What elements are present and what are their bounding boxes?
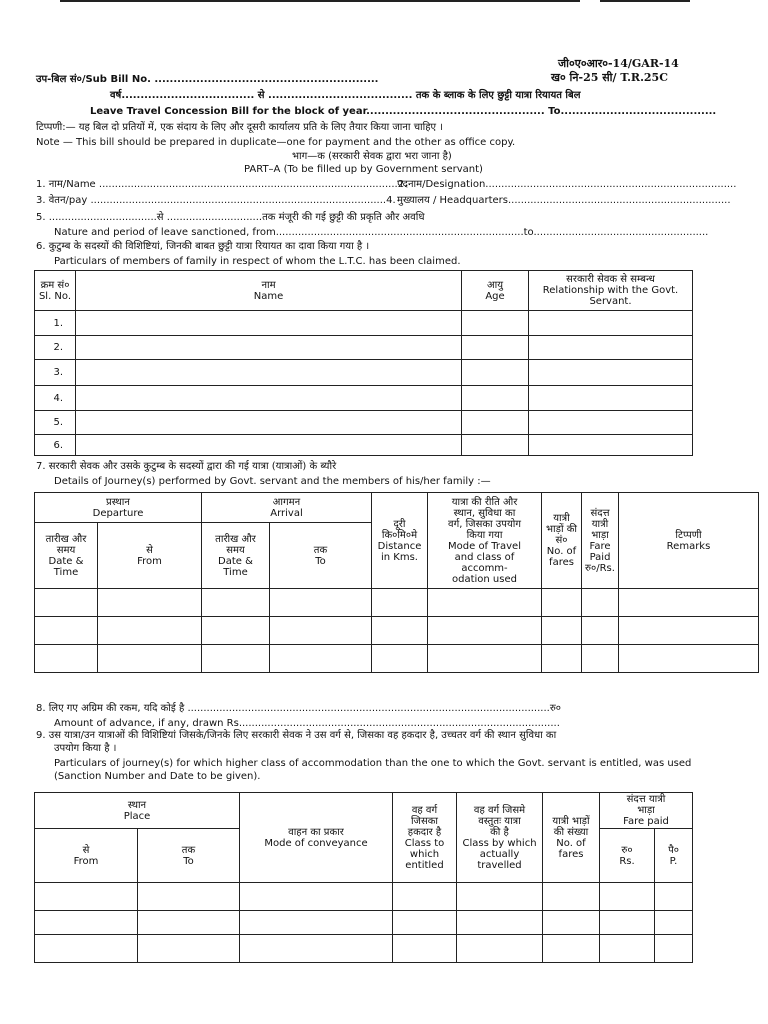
col-age: आयु Age <box>462 271 529 311</box>
table-cell[interactable] <box>240 883 393 911</box>
section9-english: Particulars of journey(s) for which higher class of accommodation than the one to which the Govt. servant is entitled, was used <box>54 758 692 769</box>
top-rule <box>600 0 690 2</box>
section6-english: Particulars of members of family in respect of whom the L.T.C. has been claimed. <box>54 256 461 267</box>
field-leave-hindi: 5. ..................................से ..............................तक मंजूरी की गई छुट्टी की प्रकृति और अवधि <box>36 212 425 223</box>
table-cell[interactable] <box>543 911 600 935</box>
relationship-input[interactable] <box>529 435 693 456</box>
table-cell[interactable] <box>582 645 619 673</box>
name-input[interactable] <box>76 360 462 386</box>
col-arrival-to: तक To <box>270 523 372 589</box>
table-cell[interactable] <box>138 935 240 963</box>
section9-english-cont: (Sanction Number and Date to be given). <box>54 771 261 782</box>
relationship-input[interactable] <box>529 411 693 435</box>
table-cell[interactable] <box>655 911 693 935</box>
col-fare-paid: संदत्त यात्री भाड़ा Fare paid <box>600 793 693 829</box>
field-headquarters: मुख्यालय / Headquarters...................................................................... <box>397 195 731 206</box>
table-cell[interactable] <box>240 935 393 963</box>
table-cell[interactable] <box>35 617 98 645</box>
col-rupees: रु० Rs. <box>600 829 655 883</box>
table-cell[interactable] <box>202 617 270 645</box>
table-cell[interactable] <box>270 645 372 673</box>
col-name: नाम Name <box>76 271 462 311</box>
table-cell[interactable] <box>138 911 240 935</box>
table-cell[interactable] <box>543 935 600 963</box>
family-members-table <box>34 270 693 456</box>
journey-details-table <box>34 492 759 673</box>
section9-hindi: 9. उस यात्रा/उन यात्राओं की विशिष्टियां जिसके/जिनके लिए सरकारी सेवक ने उस वर्ग से, जिसका वह हकदार है, उच्चतर वर्ग की स्थान सुविधा का <box>36 730 557 741</box>
relationship-input[interactable] <box>529 360 693 386</box>
col-remarks: टिप्पणी Remarks <box>619 493 759 589</box>
col-conveyance: वाहन का प्रकार Mode of conveyance <box>240 793 393 883</box>
table-cell[interactable] <box>202 589 270 617</box>
table-cell[interactable] <box>98 645 202 673</box>
table-cell[interactable] <box>619 645 759 673</box>
section9-hindi-cont: उपयोग किया है । <box>54 743 117 754</box>
table-cell[interactable] <box>270 617 372 645</box>
year-line-hindi: वर्ष................................... से ...................................... तक के ब्लाक के लिए छुट्टी यात्रा रियायत बिल <box>110 90 581 101</box>
relationship-input[interactable] <box>529 386 693 411</box>
field-pay: 3. वेतन/pay .............................................................................................4. <box>36 195 396 206</box>
table-cell[interactable] <box>655 935 693 963</box>
col-relationship: सरकारी सेवक से सम्बन्ध Relationship with the Govt. Servant. <box>529 271 693 311</box>
top-rule <box>60 0 580 2</box>
name-input[interactable] <box>76 435 462 456</box>
name-input[interactable] <box>76 311 462 336</box>
col-no-of-fares: यात्री भाड़ों की संख्या No. of fares <box>543 793 600 883</box>
table-cell[interactable] <box>98 617 202 645</box>
table-cell[interactable] <box>428 589 542 617</box>
col-sl: क्रम सं० Sl. No. <box>35 271 76 311</box>
section7-english: Details of Journey(s) performed by Govt. servant and the members of his/her family :— <box>54 476 491 487</box>
table-row: 4. <box>35 386 76 411</box>
age-input[interactable] <box>462 386 529 411</box>
table-cell[interactable] <box>240 911 393 935</box>
col-class-travelled: वह वर्ग जिसमे वस्तुतः यात्रा की है Class by which actually travelled <box>457 793 543 883</box>
table-row: 2. <box>35 336 76 360</box>
name-input[interactable] <box>76 411 462 435</box>
table-cell[interactable] <box>98 589 202 617</box>
table-cell[interactable] <box>393 883 457 911</box>
table-row: 1. <box>35 311 76 336</box>
table-cell[interactable] <box>457 935 543 963</box>
col-departure: प्रस्थान Departure <box>35 493 202 523</box>
table-cell[interactable] <box>428 617 542 645</box>
table-cell[interactable] <box>202 645 270 673</box>
table-cell[interactable] <box>35 911 138 935</box>
table-cell[interactable] <box>619 617 759 645</box>
col-fare-paid: संदत्त यात्री भाड़ा Fare Paid रु०/Rs. <box>582 493 619 589</box>
field-leave-english: Nature and period of leave sanctioned, from..............................................................................to....................................................... <box>54 227 709 238</box>
table-cell[interactable] <box>35 935 138 963</box>
col-arrival: आगमन Arrival <box>202 493 372 523</box>
relationship-input[interactable] <box>529 336 693 360</box>
section7-hindi: 7. सरकारी सेवक और उसके कुटुम्ब के सदस्यों द्वारा की गई यात्रा (यात्राओं) के ब्यौरे <box>36 461 337 472</box>
table-row: 5. <box>35 411 76 435</box>
col-distance: दूरी कि०मि०मे Distance in Kms. <box>372 493 428 589</box>
table-cell[interactable] <box>582 589 619 617</box>
table-row: 6. <box>35 435 76 456</box>
col-arrival-date: तारीख और समय Date & Time <box>202 523 270 589</box>
note-hindi: टिप्पणी:— यह बिल दो प्रतियों में, एक संदाय के लिए और दूसरी कार्यालय प्रति के लिए तैयार किया जाना चाहिए । <box>36 122 444 133</box>
sub-bill-no: उप-बिल सं०/Sub Bill No. ........................................................... <box>36 74 379 85</box>
col-class-entitled: वह वर्ग जिसका हकदार है Class to which entitled <box>393 793 457 883</box>
table-cell[interactable] <box>372 589 428 617</box>
age-input[interactable] <box>462 411 529 435</box>
age-input[interactable] <box>462 360 529 386</box>
section6-hindi: 6. कुटुम्ब के सदस्यों की विशिष्टियां, जिनकी बाबत छुट्टी यात्रा रियायत का दावा किया गया है । <box>36 241 370 252</box>
col-place-to: तक To <box>138 829 240 883</box>
table-cell[interactable] <box>35 883 138 911</box>
note-english: Note — This bill should be prepared in duplicate—one for payment and the other as office copy. <box>36 137 516 148</box>
col-mode-of-travel: यात्रा की रीति और स्थान, सुविधा का वर्ग, जिसका उपयोग किया गया Mode of Travel and class of accomm- odation used <box>428 493 542 589</box>
relationship-input[interactable] <box>529 311 693 336</box>
section8-hindi: 8. लिए गए अग्रिम की रकम, यदि कोई है ..................................................................................................................रु० <box>36 703 562 714</box>
table-cell[interactable] <box>457 911 543 935</box>
table-cell[interactable] <box>655 883 693 911</box>
part-a-english: PART–A (To be filled up by Government servant) <box>244 164 483 175</box>
part-a-hindi: भाग—क (सरकारी सेवक द्वारा भरा जाना है) <box>292 151 452 162</box>
col-departure-from: से From <box>98 523 202 589</box>
col-paise: पै० P. <box>655 829 693 883</box>
table-cell[interactable] <box>372 617 428 645</box>
table-row: 3. <box>35 360 76 386</box>
table-cell[interactable] <box>457 883 543 911</box>
age-input[interactable] <box>462 336 529 360</box>
col-place-from: से From <box>35 829 138 883</box>
bill-title: Leave Travel Concession Bill for the block of year............................................... To......................................... <box>90 106 717 117</box>
section8-english: Amount of advance, if any, drawn Rs..................................................................................................... <box>54 718 560 729</box>
age-input[interactable] <box>462 311 529 336</box>
table-cell[interactable] <box>542 645 582 673</box>
table-cell[interactable] <box>393 911 457 935</box>
age-input[interactable] <box>462 435 529 456</box>
table-cell[interactable] <box>270 589 372 617</box>
table-cell[interactable] <box>600 883 655 911</box>
form-code: जी०ए०आर०-14/GAR-14 <box>558 57 679 70</box>
field-designation: पदनाम/Designation............................................................................... <box>397 179 737 190</box>
table-cell[interactable] <box>619 589 759 617</box>
higher-class-journey-table <box>34 792 693 963</box>
col-place: स्थान Place <box>35 793 240 829</box>
name-input[interactable] <box>76 386 462 411</box>
col-departure-date: तारीख और समय Date & Time <box>35 523 98 589</box>
table-cell[interactable] <box>542 589 582 617</box>
table-cell[interactable] <box>35 589 98 617</box>
table-cell[interactable] <box>138 883 240 911</box>
form-code-sub: ख० नि-25 सी/ T.R.25C <box>551 71 668 84</box>
table-cell[interactable] <box>428 645 542 673</box>
table-cell[interactable] <box>393 935 457 963</box>
table-cell[interactable] <box>582 617 619 645</box>
table-cell[interactable] <box>35 645 98 673</box>
col-no-of-fares: यात्री भाड़ों की सं० No. of fares <box>542 493 582 589</box>
table-cell[interactable] <box>600 935 655 963</box>
name-input[interactable] <box>76 336 462 360</box>
table-cell[interactable] <box>542 617 582 645</box>
field-name: 1. नाम/Name ..............................................................................................2. <box>36 179 408 190</box>
table-cell[interactable] <box>600 911 655 935</box>
table-cell[interactable] <box>543 883 600 911</box>
table-cell[interactable] <box>372 645 428 673</box>
